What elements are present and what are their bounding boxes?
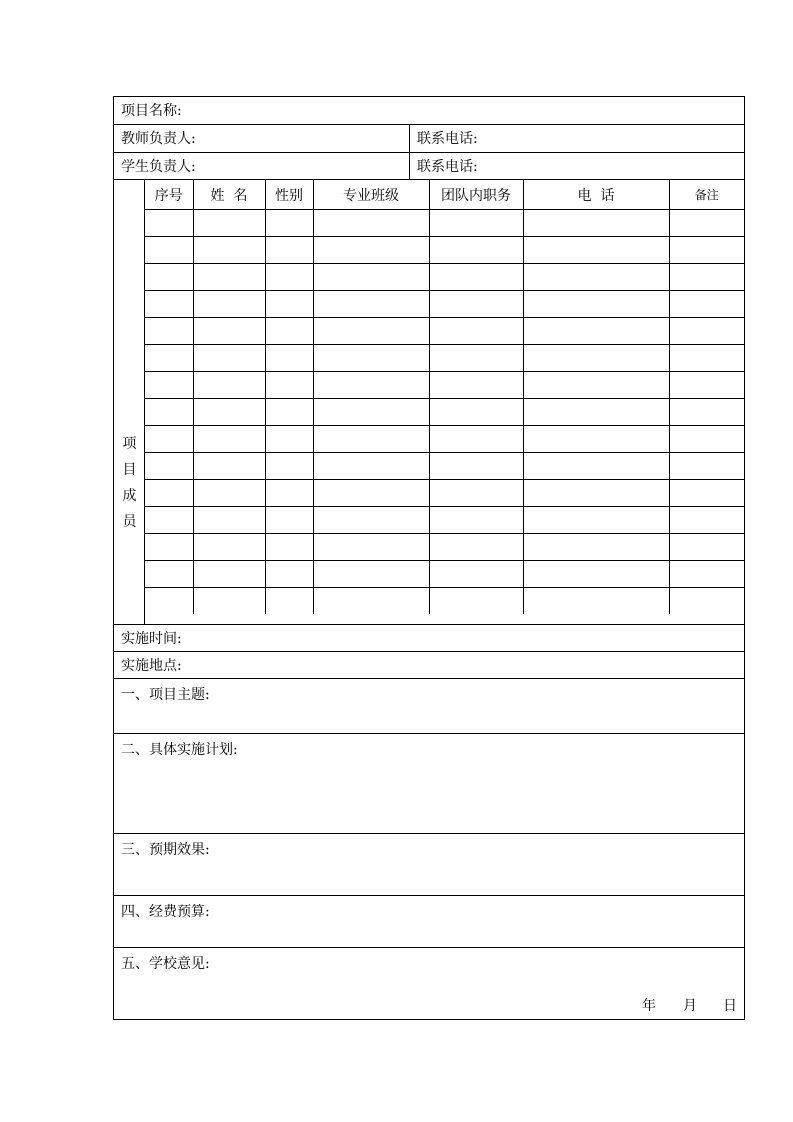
table-cell[interactable]: [313, 534, 429, 561]
table-cell[interactable]: [313, 264, 429, 291]
column-header-team-role: 团队内职务: [429, 180, 523, 210]
table-cell[interactable]: [429, 480, 523, 507]
table-cell[interactable]: [265, 588, 313, 615]
table-cell[interactable]: [313, 237, 429, 264]
table-cell[interactable]: [429, 507, 523, 534]
student-phone-label: 联系电话:: [417, 159, 478, 175]
table-cell[interactable]: [193, 264, 265, 291]
student-row: [114, 153, 744, 180]
time-row: [114, 625, 744, 652]
table-cell[interactable]: [429, 372, 523, 399]
table-cell[interactable]: [523, 426, 669, 453]
table-cell[interactable]: [429, 426, 523, 453]
table-cell[interactable]: [265, 291, 313, 318]
table-cell[interactable]: [193, 318, 265, 345]
table-cell[interactable]: [669, 453, 744, 480]
table-cell[interactable]: [193, 210, 265, 237]
table-cell[interactable]: [669, 318, 744, 345]
table-cell[interactable]: [669, 561, 744, 588]
table-cell[interactable]: [265, 480, 313, 507]
divider: [409, 153, 410, 179]
table-cell[interactable]: [313, 399, 429, 426]
table-row: [145, 318, 744, 345]
table-cell[interactable]: [523, 453, 669, 480]
table-cell[interactable]: [313, 426, 429, 453]
table-cell[interactable]: [313, 372, 429, 399]
table-cell[interactable]: [193, 237, 265, 264]
table-cell[interactable]: [523, 588, 669, 615]
theme-label: 一、项目主题:: [121, 687, 210, 703]
table-cell[interactable]: [193, 588, 265, 615]
table-cell[interactable]: [429, 534, 523, 561]
table-cell[interactable]: [669, 426, 744, 453]
table-cell[interactable]: [523, 237, 669, 264]
table-cell[interactable]: [265, 372, 313, 399]
table-row: [145, 426, 744, 453]
members-section: [114, 180, 744, 625]
table-cell[interactable]: [265, 453, 313, 480]
table-cell[interactable]: [313, 318, 429, 345]
table-cell[interactable]: [265, 534, 313, 561]
table-cell[interactable]: [193, 561, 265, 588]
table-cell[interactable]: [313, 507, 429, 534]
budget-section: [114, 896, 744, 948]
table-cell[interactable]: [669, 237, 744, 264]
plan-section: [114, 734, 744, 834]
project-application-form: [113, 96, 745, 1020]
table-cell[interactable]: [265, 264, 313, 291]
table-cell[interactable]: [145, 318, 193, 345]
table-cell[interactable]: [429, 345, 523, 372]
table-cell[interactable]: [193, 480, 265, 507]
table-cell[interactable]: [145, 345, 193, 372]
table-cell[interactable]: [429, 399, 523, 426]
table-cell[interactable]: [145, 264, 193, 291]
column-header-name: 姓 名: [193, 180, 265, 210]
table-cell[interactable]: [523, 507, 669, 534]
table-cell[interactable]: [429, 291, 523, 318]
table-cell[interactable]: [429, 264, 523, 291]
table-cell[interactable]: [193, 345, 265, 372]
teacher-row: [114, 125, 744, 153]
table-cell[interactable]: [523, 291, 669, 318]
theme-section: [114, 679, 744, 734]
table-cell[interactable]: [313, 345, 429, 372]
table-cell[interactable]: [669, 210, 744, 237]
table-cell[interactable]: [523, 480, 669, 507]
table-cell[interactable]: [429, 318, 523, 345]
divider: [409, 125, 410, 152]
budget-label: 四、经费预算:: [121, 904, 210, 920]
teacher-phone-label: 联系电话:: [417, 131, 478, 147]
student-label: 学生负责人:: [121, 159, 196, 175]
table-cell[interactable]: [429, 237, 523, 264]
table-cell[interactable]: [265, 345, 313, 372]
table-cell[interactable]: [429, 210, 523, 237]
table-cell[interactable]: [193, 291, 265, 318]
table-cell[interactable]: [265, 399, 313, 426]
effect-label: 三、预期效果:: [121, 842, 210, 858]
place-label: 实施地点:: [121, 658, 182, 674]
table-row: [145, 453, 744, 480]
table-cell[interactable]: [523, 534, 669, 561]
place-row: [114, 652, 744, 679]
table-cell[interactable]: [265, 507, 313, 534]
table-cell[interactable]: [313, 453, 429, 480]
table-cell[interactable]: [523, 399, 669, 426]
table-cell[interactable]: [145, 237, 193, 264]
table-cell[interactable]: [669, 534, 744, 561]
table-cell[interactable]: [193, 534, 265, 561]
table-cell[interactable]: [669, 480, 744, 507]
table-row: [145, 264, 744, 291]
side-char: 项: [122, 436, 137, 452]
project-name-label: 项目名称:: [121, 103, 182, 119]
table-cell[interactable]: [523, 345, 669, 372]
table-cell[interactable]: [669, 372, 744, 399]
table-row: [145, 588, 744, 615]
members-side-label: [114, 180, 145, 624]
table-cell[interactable]: [145, 426, 193, 453]
table-cell[interactable]: [145, 453, 193, 480]
table-cell[interactable]: [265, 210, 313, 237]
table-cell[interactable]: [669, 345, 744, 372]
column-header-major-class: 专业班级: [313, 180, 429, 210]
table-row: [145, 399, 744, 426]
table-row: [145, 372, 744, 399]
table-cell[interactable]: [193, 426, 265, 453]
table-cell[interactable]: [145, 561, 193, 588]
side-char: 员: [122, 514, 137, 530]
table-cell[interactable]: [523, 264, 669, 291]
table-cell[interactable]: [265, 561, 313, 588]
side-char: 目: [122, 462, 137, 478]
table-cell[interactable]: [669, 588, 744, 615]
table-cell[interactable]: [193, 507, 265, 534]
table-row: [145, 345, 744, 372]
table-row: [145, 507, 744, 534]
table-cell[interactable]: [313, 561, 429, 588]
table-row: [145, 480, 744, 507]
date-year: 年: [642, 998, 656, 1014]
table-cell[interactable]: [313, 210, 429, 237]
plan-label: 二、具体实施计划:: [121, 742, 238, 758]
table-cell[interactable]: [669, 507, 744, 534]
table-cell[interactable]: [669, 291, 744, 318]
table-cell[interactable]: [145, 534, 193, 561]
table-cell[interactable]: [523, 372, 669, 399]
table-cell[interactable]: [265, 426, 313, 453]
side-char: 成: [122, 488, 137, 504]
table-cell[interactable]: [523, 318, 669, 345]
opinion-label: 五、学校意见:: [121, 956, 210, 972]
column-header-phone: 电 话: [523, 180, 669, 210]
table-cell[interactable]: [145, 588, 193, 615]
opinion-section: [114, 948, 744, 1019]
table-cell[interactable]: [145, 210, 193, 237]
table-row: [145, 237, 744, 264]
table-cell[interactable]: [669, 264, 744, 291]
table-cell[interactable]: [193, 372, 265, 399]
table-row: [145, 210, 744, 237]
table-cell[interactable]: [265, 237, 313, 264]
teacher-label: 教师负责人:: [121, 131, 196, 147]
table-cell[interactable]: [145, 291, 193, 318]
table-cell[interactable]: [265, 318, 313, 345]
table-cell[interactable]: [193, 453, 265, 480]
table-cell[interactable]: [145, 372, 193, 399]
table-row: [145, 291, 744, 318]
table-row: [145, 534, 744, 561]
table-cell[interactable]: [145, 399, 193, 426]
effect-section: [114, 834, 744, 896]
time-label: 实施时间:: [121, 631, 182, 647]
table-cell[interactable]: [313, 480, 429, 507]
table-cell[interactable]: [429, 561, 523, 588]
table-cell[interactable]: [669, 399, 744, 426]
table-cell[interactable]: [145, 480, 193, 507]
table-row: [145, 561, 744, 588]
project-name-row: [114, 97, 744, 125]
column-header-remarks: 备注: [669, 180, 744, 210]
table-cell[interactable]: [429, 453, 523, 480]
table-header-row: [145, 180, 744, 210]
table-cell[interactable]: [523, 561, 669, 588]
members-table: [145, 180, 744, 624]
table-cell[interactable]: [313, 291, 429, 318]
table-cell[interactable]: [193, 399, 265, 426]
table-cell[interactable]: [523, 210, 669, 237]
column-header-index: 序号: [145, 180, 193, 210]
table-cell[interactable]: [429, 588, 523, 615]
date-month: 月: [683, 998, 697, 1014]
table-cell[interactable]: [145, 507, 193, 534]
column-header-gender: 性别: [265, 180, 313, 210]
date-day: 日: [723, 998, 737, 1014]
table-cell[interactable]: [313, 588, 429, 615]
